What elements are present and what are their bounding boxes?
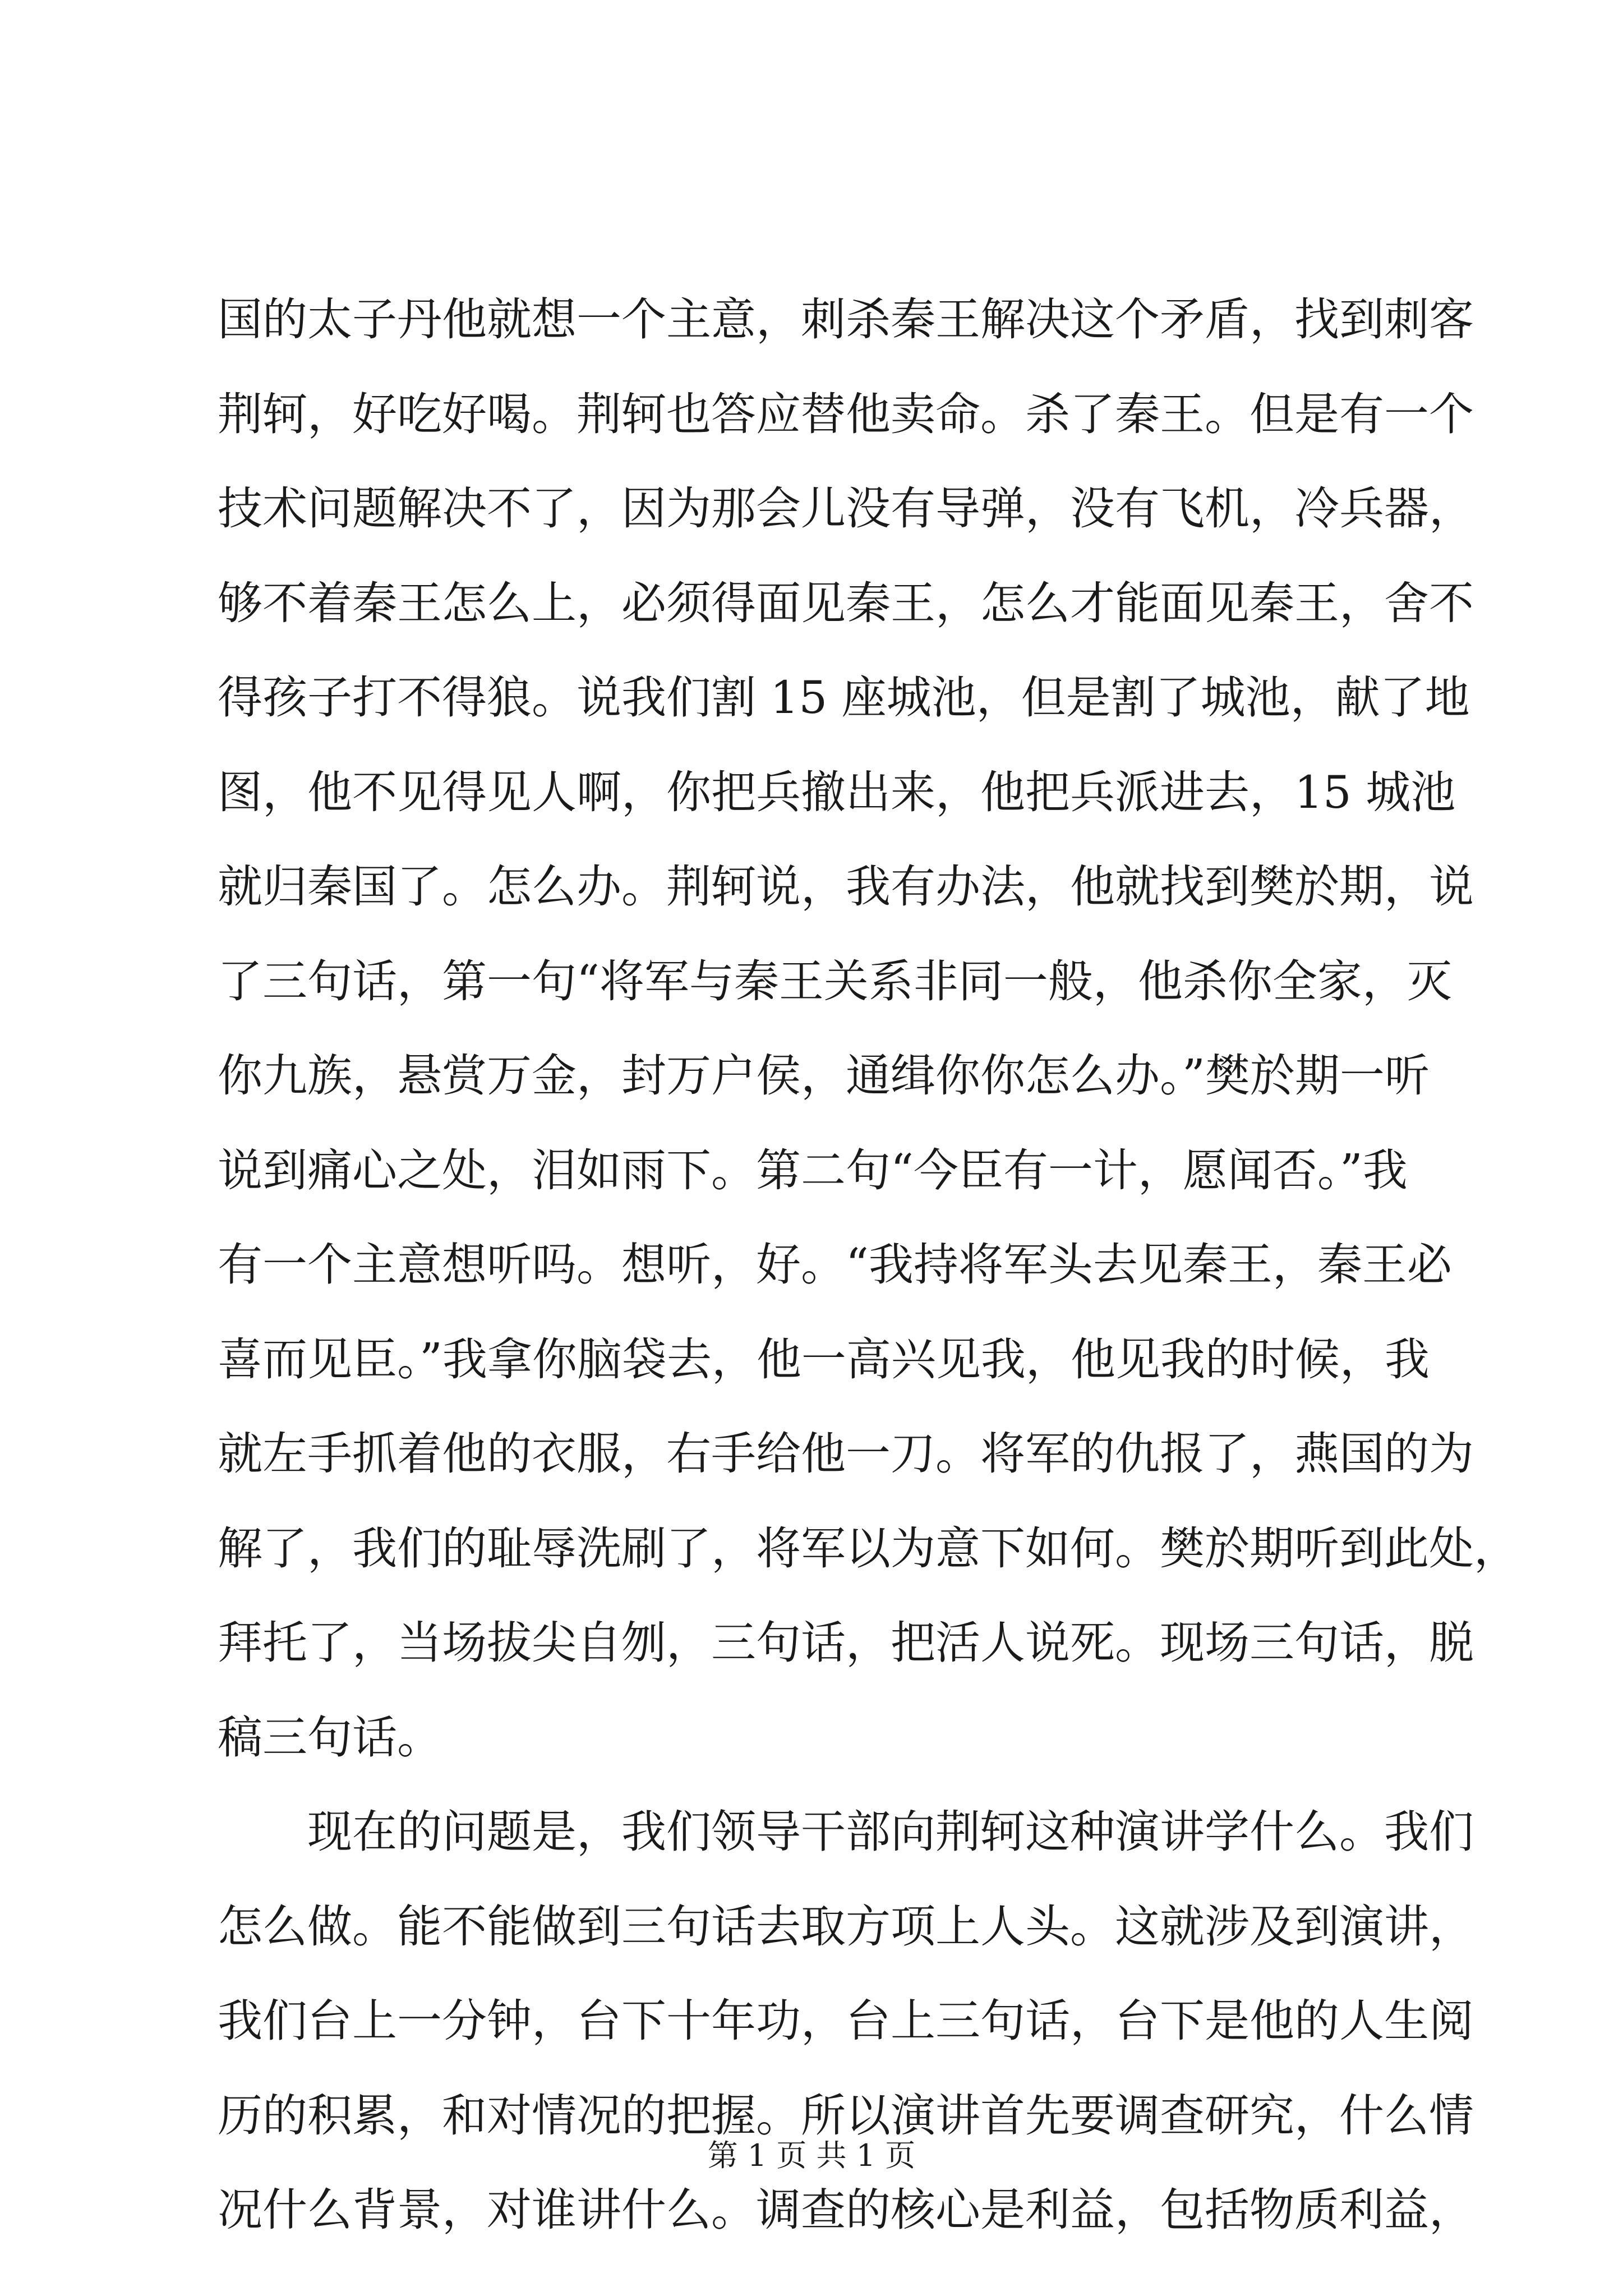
text-line: 就归秦国了。怎么办。荆轲说，我有办法，他就找到樊於期，说 (218, 861, 1474, 913)
text-line: 国的太子丹他就想一个主意，刺杀秦王解决这个矛盾，找到刺客 (218, 293, 1474, 346)
text-line: 你九族，悬赏万金，封万户侯，通缉你你怎么办。”樊於期一听 (218, 1050, 1430, 1102)
text-line: 况什么背景，对谁讲什么。调查的核心是利益，包括物质利益， (218, 2184, 1474, 2236)
text-line: 我们台上一分钟，台下十年功，台上三句话，台下是他的人生阅 (218, 1995, 1474, 2047)
text-line: 了三句话，第一句“将军与秦王关系非同一般，他杀你全家，灭 (218, 955, 1452, 1007)
text-line: 现在的问题是，我们领导干部向荆轲这种演讲学什么。我们 (307, 1806, 1474, 1858)
page-footer (0, 2136, 1623, 2175)
document-body (218, 273, 1519, 2258)
text-line: 拜托了，当场拔尖自刎，三句话，把活人说死。现场三句话，脱 (218, 1617, 1474, 1669)
text-line: 荆轲，好吃好喝。荆轲也答应替他卖命。杀了秦王。但是有一个 (218, 388, 1474, 440)
text-line: 喜而见臣。”我拿你脑袋去，他一高兴见我，他见我的时候，我 (218, 1333, 1430, 1386)
text-line: 图，他不见得见人啊，你把兵撤出来，他把兵派进去，15 城池 (218, 766, 1456, 818)
text-line: 解了，我们的耻辱洗刷了，将军以为意下如何。樊於期听到此处， (218, 1522, 1519, 1575)
text-line: 怎么做。能不能做到三句话去取方项上人头。这就涉及到演讲， (218, 1900, 1474, 1953)
text-line: 历的积累，和对情况的把握。所以演讲首先要调查研究，什么情 (218, 2089, 1474, 2142)
text-line: 够不着秦王怎么上，必须得面见秦王，怎么才能面见秦王，舍不 (218, 577, 1474, 629)
text-line: 得孩子打不得狼。说我们割 15 座城池，但是割了城池，献了地 (218, 671, 1470, 724)
text-line: 稿三句话。 (218, 1711, 442, 1764)
page-number-label: 第 1 页 共 1 页 (707, 2138, 916, 2173)
text-line: 有一个主意想听吗。想听，好。“我持将军头去见秦王，秦王必 (218, 1239, 1452, 1291)
text-line: 就左手抓着他的衣服，右手给他一刀。将军的仇报了，燕国的为 (218, 1428, 1474, 1480)
text-line: 技术问题解决不了，因为那会儿没有导弹，没有飞机，冷兵器， (218, 482, 1474, 535)
text-line: 说到痛心之处，泪如雨下。第二句“今臣有一计，愿闻否。”我 (218, 1144, 1408, 1197)
